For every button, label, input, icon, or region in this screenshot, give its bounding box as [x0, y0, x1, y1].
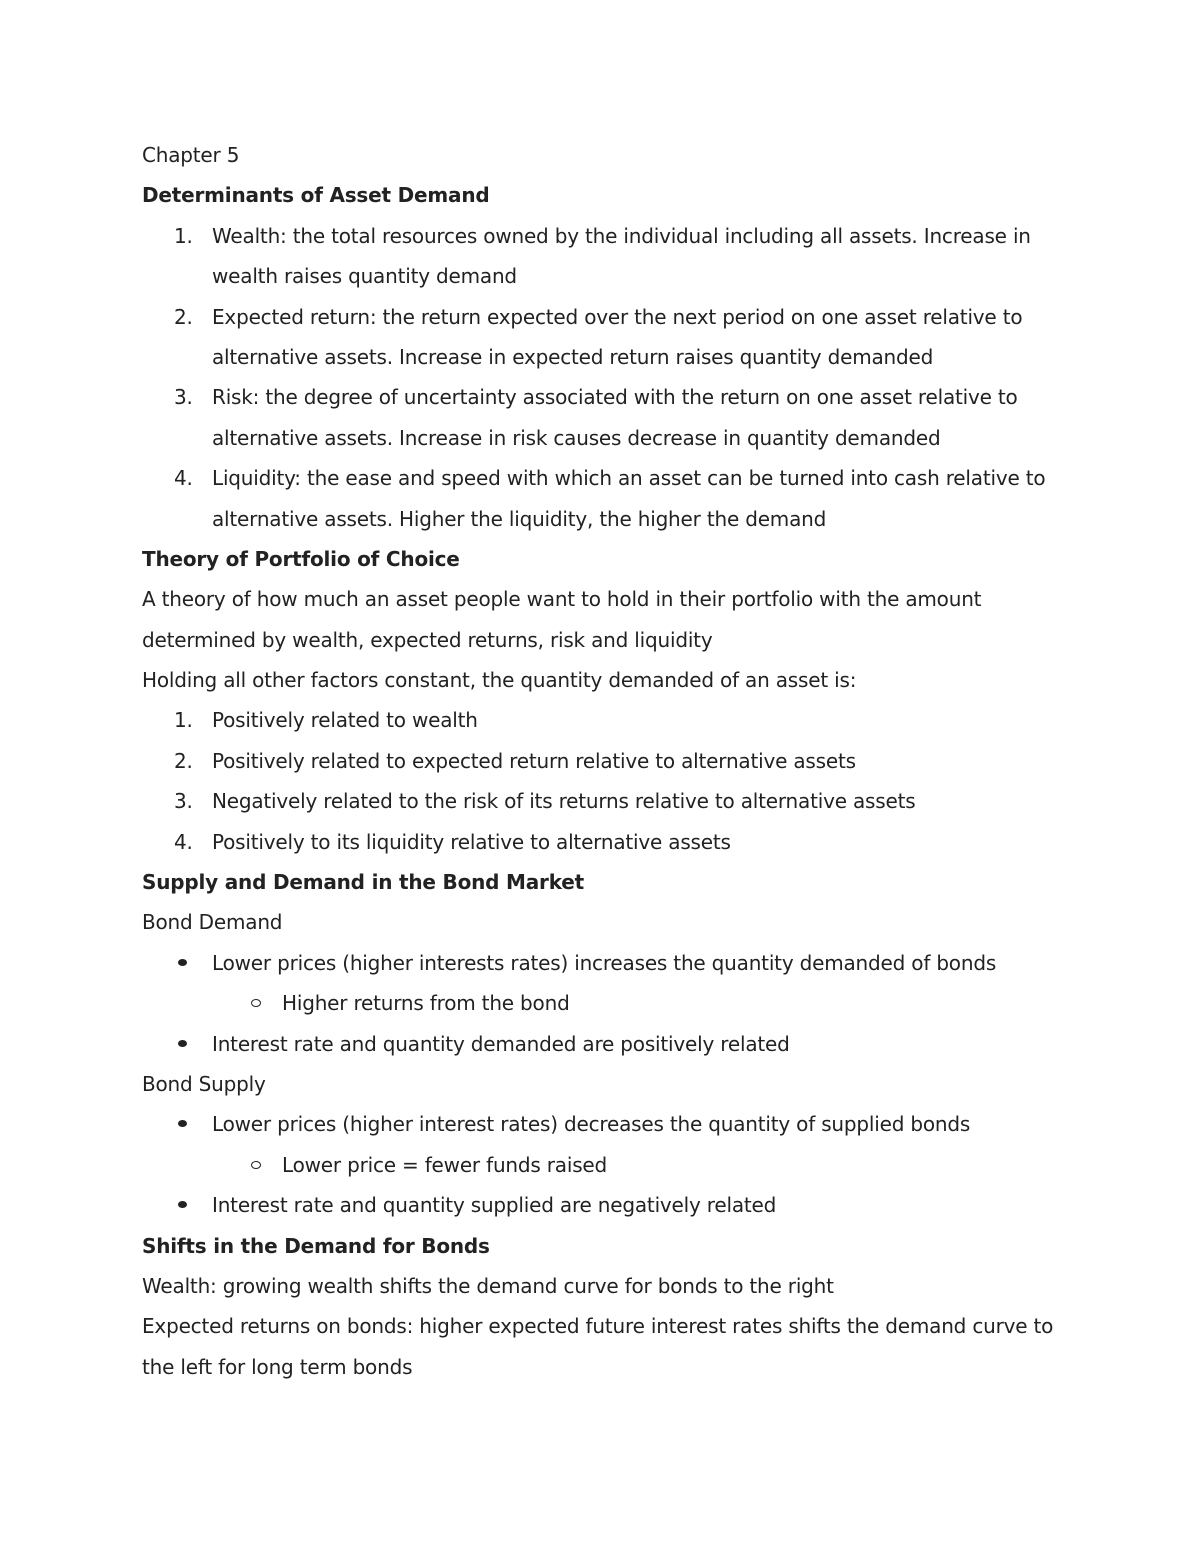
bullet-item: [142, 1104, 1082, 1144]
bullet-item-text: Interest rate and quantity demanded are positively related: [212, 1031, 790, 1056]
list-item: [142, 216, 1082, 256]
list-item: [142, 781, 1082, 821]
bullet-dot-icon: [178, 1201, 187, 1208]
list-number: 3.: [174, 789, 193, 814]
bullet-dot-icon: [178, 1040, 187, 1047]
list-number: 2.: [174, 748, 193, 773]
bullet-dot-icon: [178, 1120, 187, 1127]
list-item-text: Liquidity: the ease and speed with which an asset can be turned into cash relative to: [212, 466, 1046, 491]
list-number: 4.: [174, 466, 193, 491]
bullet-item-text: Lower prices (higher interest rates) decreases the quantity of supplied bonds: [212, 1112, 971, 1137]
heading-theory-of-portfolio-choice: Theory of Portfolio of Choice: [142, 546, 460, 571]
list-number: 1.: [174, 223, 193, 248]
paragraph-line: determined by wealth, expected returns, risk and liquidity: [142, 627, 713, 652]
paragraph-line: Wealth: growing wealth shifts the demand curve for bonds to the right: [142, 1273, 834, 1298]
list-item-text: Negatively related to the risk of its returns relative to alternative assets: [212, 789, 916, 814]
bullet-circle-icon: [251, 1161, 261, 1169]
sub-bullet-item: [142, 1145, 1082, 1185]
list-item-text: Positively related to expected return relative to alternative assets: [212, 748, 856, 773]
list-number: 3.: [174, 385, 193, 410]
sub-bullet-item-text: Higher returns from the bond: [282, 991, 570, 1016]
list-item-continuation: alternative assets. Increase in expected return raises quantity demanded: [212, 344, 934, 369]
sub-bullet-item-text: Lower price = fewer funds raised: [282, 1152, 608, 1177]
bullet-item-text: Lower prices (higher interests rates) increases the quantity demanded of bonds: [212, 950, 997, 975]
list-number: 4.: [174, 829, 193, 854]
subheading-bond-demand: Bond Demand: [142, 910, 283, 935]
list-item: [142, 297, 1082, 337]
heading-determinants-of-asset-demand: Determinants of Asset Demand: [142, 183, 490, 208]
bullet-item-text: Interest rate and quantity supplied are negatively related: [212, 1193, 777, 1218]
list-item-text: Expected return: the return expected over the next period on one asset relative to: [212, 304, 1023, 329]
list-item-continuation: alternative assets. Increase in risk causes decrease in quantity demanded: [212, 425, 941, 450]
list-item-text: Wealth: the total resources owned by the individual including all assets. Increase in: [212, 223, 1031, 248]
list-number: 1.: [174, 708, 193, 733]
subheading-bond-supply: Bond Supply: [142, 1071, 266, 1096]
list-item-continuation: alternative assets. Higher the liquidity, the higher the demand: [212, 506, 827, 531]
list-item-text: Positively to its liquidity relative to alternative assets: [212, 829, 731, 854]
list-intro: Holding all other factors constant, the quantity demanded of an asset is:: [142, 668, 857, 693]
list-item: [142, 377, 1082, 417]
sub-bullet-item: [142, 983, 1082, 1023]
bullet-dot-icon: [178, 959, 187, 966]
list-item-text: Positively related to wealth: [212, 708, 478, 733]
paragraph-line: the left for long term bonds: [142, 1354, 413, 1379]
paragraph-line: Expected returns on bonds: higher expected future interest rates shifts the demand curve to: [142, 1314, 1054, 1339]
list-item: [142, 700, 1082, 740]
paragraph-line: A theory of how much an asset people want to hold in their portfolio with the amount: [142, 587, 982, 612]
bullet-circle-icon: [251, 999, 261, 1007]
list-item: [142, 822, 1082, 862]
heading-supply-and-demand-bond-market: Supply and Demand in the Bond Market: [142, 870, 584, 895]
list-item-text: Risk: the degree of uncertainty associated with the return on one asset relative to: [212, 385, 1018, 410]
numbered-list-determinants: [142, 216, 1082, 539]
list-item: [142, 458, 1082, 498]
heading-shifts-in-demand-for-bonds: Shifts in the Demand for Bonds: [142, 1233, 490, 1258]
list-item: [142, 741, 1082, 781]
list-item-continuation: wealth raises quantity demand: [212, 264, 517, 289]
bullet-item: [142, 1185, 1082, 1225]
numbered-list-portfolio: [142, 700, 1082, 862]
document-page: [142, 135, 1082, 1387]
bullet-item: [142, 943, 1082, 983]
list-number: 2.: [174, 304, 193, 329]
chapter-title: Chapter 5: [142, 143, 240, 167]
bullet-item: [142, 1024, 1082, 1064]
